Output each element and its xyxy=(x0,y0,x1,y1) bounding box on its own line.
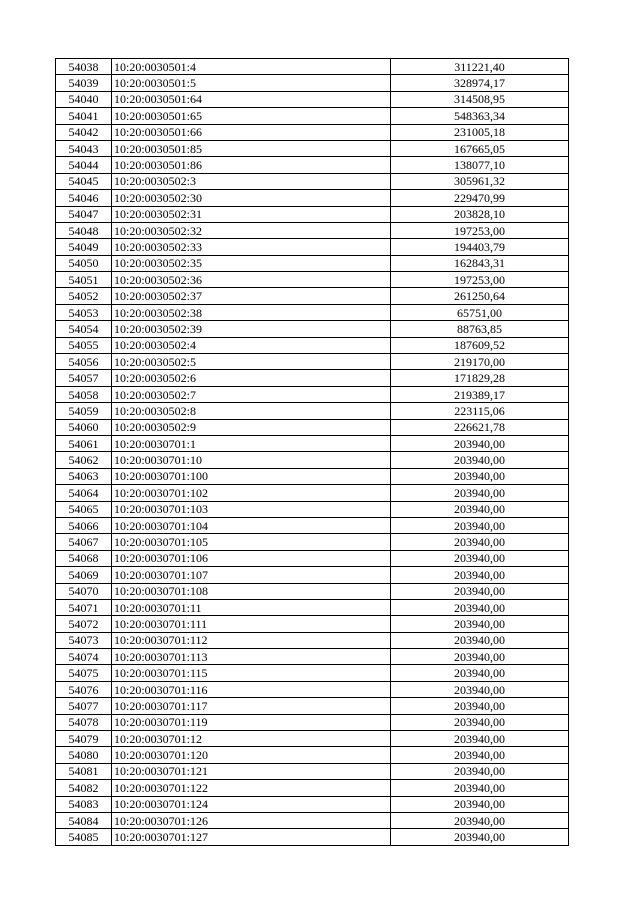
cadastral-number-cell: 10:20:0030701:126 xyxy=(112,812,391,828)
row-number-cell: 54082 xyxy=(56,780,112,796)
row-number-cell: 54059 xyxy=(56,403,112,419)
cadastral-number-cell: 10:20:0030502:6 xyxy=(112,370,391,386)
cadastral-value-cell: 203940,00 xyxy=(391,468,569,484)
cadastral-value-cell: 229470,99 xyxy=(391,190,569,206)
table-row xyxy=(56,550,569,566)
cadastral-value-cell: 203940,00 xyxy=(391,714,569,730)
table-row xyxy=(56,403,569,419)
cadastral-number-cell: 10:20:0030502:38 xyxy=(112,304,391,320)
cadastral-value-cell: 138077,10 xyxy=(391,157,569,173)
cadastral-number-cell: 10:20:0030701:10 xyxy=(112,452,391,468)
cadastral-value-cell: 305961,32 xyxy=(391,173,569,189)
table-row xyxy=(56,452,569,468)
cadastral-number-cell: 10:20:0030701:112 xyxy=(112,632,391,648)
row-number-cell: 54063 xyxy=(56,468,112,484)
cadastral-number-cell: 10:20:0030501:86 xyxy=(112,157,391,173)
cadastral-value-cell: 219389,17 xyxy=(391,386,569,402)
cadastral-value-cell: 226621,78 xyxy=(391,419,569,435)
table-row xyxy=(56,222,569,238)
table-row xyxy=(56,501,569,517)
row-number-cell: 54065 xyxy=(56,501,112,517)
table-row xyxy=(56,517,569,533)
table-row xyxy=(56,747,569,763)
cadastral-value-cell: 162843,31 xyxy=(391,255,569,271)
table-row xyxy=(56,435,569,451)
cadastral-number-cell: 10:20:0030701:106 xyxy=(112,550,391,566)
cadastral-value-cell: 194403,79 xyxy=(391,239,569,255)
row-number-cell: 54040 xyxy=(56,91,112,107)
cadastral-value-cell: 223115,06 xyxy=(391,403,569,419)
row-number-cell: 54049 xyxy=(56,239,112,255)
cadastral-value-cell: 65751,00 xyxy=(391,304,569,320)
cadastral-value-cell: 203940,00 xyxy=(391,681,569,697)
row-number-cell: 54044 xyxy=(56,157,112,173)
cadastral-value-cell: 187609,52 xyxy=(391,337,569,353)
row-number-cell: 54045 xyxy=(56,173,112,189)
cadastral-value-cell: 203940,00 xyxy=(391,616,569,632)
cadastral-value-cell: 197253,00 xyxy=(391,272,569,288)
table-row xyxy=(56,91,569,107)
cadastral-number-cell: 10:20:0030701:119 xyxy=(112,714,391,730)
row-number-cell: 54051 xyxy=(56,272,112,288)
cadastral-value-cell: 167665,05 xyxy=(391,140,569,156)
row-number-cell: 54061 xyxy=(56,435,112,451)
row-number-cell: 54053 xyxy=(56,304,112,320)
cadastral-value-cell: 203940,00 xyxy=(391,698,569,714)
cadastral-number-cell: 10:20:0030701:111 xyxy=(112,616,391,632)
row-number-cell: 54042 xyxy=(56,124,112,140)
cadastral-number-cell: 10:20:0030502:8 xyxy=(112,403,391,419)
table-row xyxy=(56,583,569,599)
cadastral-value-cell: 203940,00 xyxy=(391,517,569,533)
cadastral-number-cell: 10:20:0030701:100 xyxy=(112,468,391,484)
cadastral-number-cell: 10:20:0030501:85 xyxy=(112,140,391,156)
row-number-cell: 54070 xyxy=(56,583,112,599)
cadastral-number-cell: 10:20:0030701:1 xyxy=(112,435,391,451)
cadastral-number-cell: 10:20:0030501:4 xyxy=(112,59,391,75)
cadastral-number-cell: 10:20:0030502:7 xyxy=(112,386,391,402)
cadastral-value-cell: 203940,00 xyxy=(391,567,569,583)
cadastral-value-cell: 171829,28 xyxy=(391,370,569,386)
row-number-cell: 54067 xyxy=(56,534,112,550)
table-row xyxy=(56,780,569,796)
cadastral-number-cell: 10:20:0030502:39 xyxy=(112,321,391,337)
table-row xyxy=(56,714,569,730)
row-number-cell: 54047 xyxy=(56,206,112,222)
cadastral-value-cell: 203940,00 xyxy=(391,796,569,812)
row-number-cell: 54064 xyxy=(56,485,112,501)
row-number-cell: 54072 xyxy=(56,616,112,632)
cadastral-value-cell: 314508,95 xyxy=(391,91,569,107)
cadastral-number-cell: 10:20:0030502:3 xyxy=(112,173,391,189)
cadastral-value-cell: 203828,10 xyxy=(391,206,569,222)
cadastral-number-cell: 10:20:0030502:5 xyxy=(112,354,391,370)
cadastral-number-cell: 10:20:0030501:65 xyxy=(112,108,391,124)
cadastral-value-cell: 548363,34 xyxy=(391,108,569,124)
row-number-cell: 54074 xyxy=(56,649,112,665)
row-number-cell: 54054 xyxy=(56,321,112,337)
table-row xyxy=(56,534,569,550)
table-row xyxy=(56,288,569,304)
cadastral-value-cell: 203940,00 xyxy=(391,812,569,828)
row-number-cell: 54046 xyxy=(56,190,112,206)
row-number-cell: 54062 xyxy=(56,452,112,468)
row-number-cell: 54055 xyxy=(56,337,112,353)
row-number-cell: 54057 xyxy=(56,370,112,386)
row-number-cell: 54085 xyxy=(56,829,112,845)
cadastral-value-cell: 203940,00 xyxy=(391,731,569,747)
table-row xyxy=(56,206,569,222)
row-number-cell: 54073 xyxy=(56,632,112,648)
table-row xyxy=(56,468,569,484)
table-row xyxy=(56,173,569,189)
cadastral-number-cell: 10:20:0030701:108 xyxy=(112,583,391,599)
row-number-cell: 54081 xyxy=(56,763,112,779)
cadastral-value-cell: 261250,64 xyxy=(391,288,569,304)
table-body xyxy=(56,59,569,846)
cadastral-value-cell: 328974,17 xyxy=(391,75,569,91)
cadastral-number-cell: 10:20:0030502:4 xyxy=(112,337,391,353)
row-number-cell: 54068 xyxy=(56,550,112,566)
table-row xyxy=(56,239,569,255)
cadastral-number-cell: 10:20:0030502:32 xyxy=(112,222,391,238)
cadastral-number-cell: 10:20:0030701:124 xyxy=(112,796,391,812)
cadastral-value-cell: 203940,00 xyxy=(391,550,569,566)
row-number-cell: 54066 xyxy=(56,517,112,533)
cadastral-value-cell: 203940,00 xyxy=(391,632,569,648)
cadastral-value-table xyxy=(55,58,569,846)
cadastral-value-cell: 203940,00 xyxy=(391,747,569,763)
cadastral-number-cell: 10:20:0030502:31 xyxy=(112,206,391,222)
table-row xyxy=(56,272,569,288)
cadastral-value-cell: 203940,00 xyxy=(391,534,569,550)
cadastral-value-cell: 203940,00 xyxy=(391,829,569,845)
row-number-cell: 54075 xyxy=(56,665,112,681)
table-row xyxy=(56,190,569,206)
table-row xyxy=(56,681,569,697)
table-row xyxy=(56,649,569,665)
table-row xyxy=(56,255,569,271)
cadastral-number-cell: 10:20:0030502:33 xyxy=(112,239,391,255)
cadastral-number-cell: 10:20:0030701:113 xyxy=(112,649,391,665)
cadastral-value-cell: 203940,00 xyxy=(391,583,569,599)
table-row xyxy=(56,567,569,583)
table-row xyxy=(56,59,569,75)
cadastral-value-cell: 197253,00 xyxy=(391,222,569,238)
row-number-cell: 54083 xyxy=(56,796,112,812)
table-row xyxy=(56,796,569,812)
table-row xyxy=(56,157,569,173)
table-row xyxy=(56,321,569,337)
row-number-cell: 54080 xyxy=(56,747,112,763)
cadastral-number-cell: 10:20:0030701:117 xyxy=(112,698,391,714)
cadastral-number-cell: 10:20:0030502:35 xyxy=(112,255,391,271)
cadastral-value-cell: 231005,18 xyxy=(391,124,569,140)
table-row xyxy=(56,370,569,386)
cadastral-number-cell: 10:20:0030501:66 xyxy=(112,124,391,140)
cadastral-value-cell: 203940,00 xyxy=(391,501,569,517)
table-row xyxy=(56,731,569,747)
cadastral-number-cell: 10:20:0030701:115 xyxy=(112,665,391,681)
row-number-cell: 54078 xyxy=(56,714,112,730)
row-number-cell: 54048 xyxy=(56,222,112,238)
table-row xyxy=(56,812,569,828)
table-row xyxy=(56,599,569,615)
row-number-cell: 54056 xyxy=(56,354,112,370)
table-row xyxy=(56,124,569,140)
cadastral-number-cell: 10:20:0030701:103 xyxy=(112,501,391,517)
cadastral-number-cell: 10:20:0030701:120 xyxy=(112,747,391,763)
table-row xyxy=(56,763,569,779)
cadastral-number-cell: 10:20:0030701:102 xyxy=(112,485,391,501)
table-row xyxy=(56,304,569,320)
cadastral-value-cell: 219170,00 xyxy=(391,354,569,370)
row-number-cell: 54060 xyxy=(56,419,112,435)
row-number-cell: 54079 xyxy=(56,731,112,747)
cadastral-number-cell: 10:20:0030701:11 xyxy=(112,599,391,615)
table-row xyxy=(56,698,569,714)
table-row xyxy=(56,485,569,501)
row-number-cell: 54050 xyxy=(56,255,112,271)
cadastral-number-cell: 10:20:0030701:107 xyxy=(112,567,391,583)
cadastral-value-cell: 203940,00 xyxy=(391,665,569,681)
row-number-cell: 54038 xyxy=(56,59,112,75)
cadastral-value-cell: 88763,85 xyxy=(391,321,569,337)
cadastral-number-cell: 10:20:0030701:121 xyxy=(112,763,391,779)
cadastral-number-cell: 10:20:0030701:104 xyxy=(112,517,391,533)
cadastral-number-cell: 10:20:0030701:116 xyxy=(112,681,391,697)
row-number-cell: 54052 xyxy=(56,288,112,304)
cadastral-value-cell: 203940,00 xyxy=(391,763,569,779)
row-number-cell: 54077 xyxy=(56,698,112,714)
table-row xyxy=(56,616,569,632)
cadastral-value-cell: 203940,00 xyxy=(391,485,569,501)
row-number-cell: 54041 xyxy=(56,108,112,124)
table-row xyxy=(56,386,569,402)
cadastral-value-cell: 203940,00 xyxy=(391,599,569,615)
row-number-cell: 54043 xyxy=(56,140,112,156)
cadastral-number-cell: 10:20:0030701:105 xyxy=(112,534,391,550)
row-number-cell: 54071 xyxy=(56,599,112,615)
cadastral-number-cell: 10:20:0030501:5 xyxy=(112,75,391,91)
cadastral-value-cell: 311221,40 xyxy=(391,59,569,75)
row-number-cell: 54076 xyxy=(56,681,112,697)
cadastral-number-cell: 10:20:0030701:127 xyxy=(112,829,391,845)
table-row xyxy=(56,337,569,353)
cadastral-number-cell: 10:20:0030502:9 xyxy=(112,419,391,435)
cadastral-number-cell: 10:20:0030502:36 xyxy=(112,272,391,288)
row-number-cell: 54069 xyxy=(56,567,112,583)
table-row xyxy=(56,108,569,124)
cadastral-number-cell: 10:20:0030502:30 xyxy=(112,190,391,206)
table-row xyxy=(56,829,569,845)
cadastral-number-cell: 10:20:0030502:37 xyxy=(112,288,391,304)
row-number-cell: 54039 xyxy=(56,75,112,91)
cadastral-number-cell: 10:20:0030701:122 xyxy=(112,780,391,796)
table-row xyxy=(56,419,569,435)
cadastral-value-cell: 203940,00 xyxy=(391,435,569,451)
table-row xyxy=(56,354,569,370)
cadastral-value-cell: 203940,00 xyxy=(391,649,569,665)
cadastral-value-cell: 203940,00 xyxy=(391,452,569,468)
table-row xyxy=(56,632,569,648)
table-row xyxy=(56,75,569,91)
row-number-cell: 54084 xyxy=(56,812,112,828)
row-number-cell: 54058 xyxy=(56,386,112,402)
table-row xyxy=(56,665,569,681)
table-row xyxy=(56,140,569,156)
cadastral-number-cell: 10:20:0030501:64 xyxy=(112,91,391,107)
cadastral-number-cell: 10:20:0030701:12 xyxy=(112,731,391,747)
cadastral-value-cell: 203940,00 xyxy=(391,780,569,796)
